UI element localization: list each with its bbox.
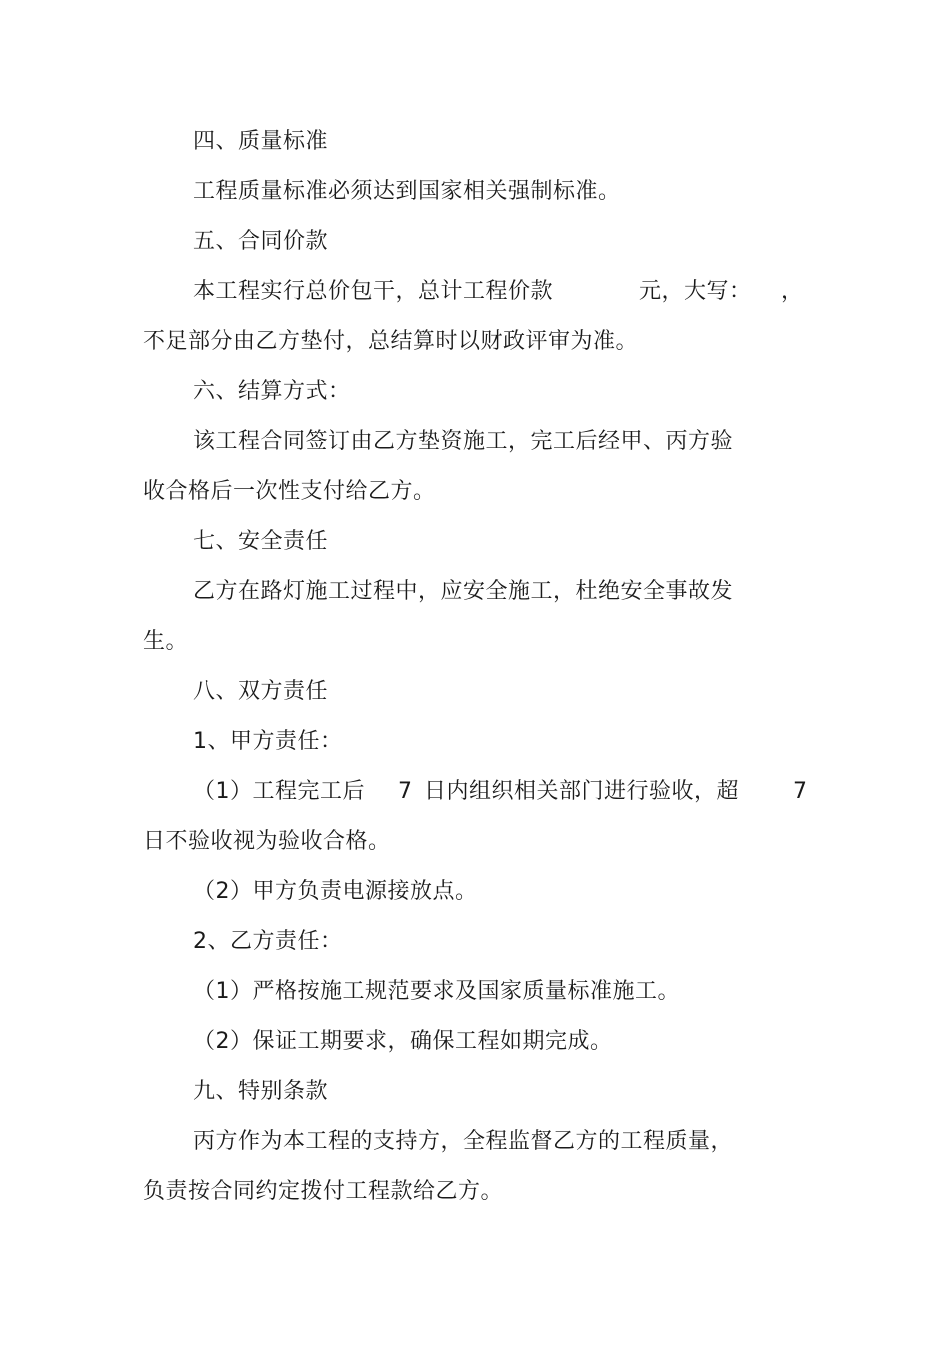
paragraph-line: 日不验收视为验收合格。 (143, 829, 391, 854)
list-item: （2）保证工期要求，确保工程如期完成。 (193, 1029, 613, 1054)
list-item: （1）严格按施工规范要求及国家质量标准施工。 (193, 979, 680, 1004)
price-text-1: 本工程实行总价包干，总计工程价款 (193, 279, 554, 304)
subsection-heading-party-b: 2、乙方责任： (193, 929, 343, 954)
list-item: （2）甲方负责电源接放点。 (193, 879, 478, 904)
price-text-3: ， (781, 279, 804, 304)
price-text-2: 元，大写： (639, 279, 752, 304)
acceptance-text-1: （1）工程完工后 (193, 779, 365, 804)
acceptance-text-2: 日内组织相关部门进行验收，超 (424, 779, 740, 804)
acceptance-days-2: 7 (793, 779, 808, 804)
section-heading-safety: 七、安全责任 (193, 529, 329, 554)
paragraph-line: 生。 (143, 629, 189, 654)
paragraph-line: 负责按合同约定拨付工程款给乙方。 (143, 1179, 504, 1204)
subsection-heading-party-a: 1、甲方责任： (193, 729, 343, 754)
price-line (193, 277, 813, 307)
paragraph-line: 收合格后一次性支付给乙方。 (143, 479, 436, 504)
acceptance-line (193, 777, 813, 807)
section-heading-responsibilities: 八、双方责任 (193, 679, 329, 704)
section-heading-quality: 四、质量标准 (193, 129, 329, 154)
paragraph-line: 乙方在路灯施工过程中，应安全施工，杜绝安全事故发 (193, 579, 734, 604)
paragraph-line: 该工程合同签订由乙方垫资施工，完工后经甲、丙方验 (193, 429, 734, 454)
section-heading-settlement: 六、结算方式： (193, 379, 351, 404)
section-heading-price: 五、合同价款 (193, 229, 329, 254)
section-heading-special-terms: 九、特别条款 (193, 1079, 329, 1104)
paragraph-line: 丙方作为本工程的支持方，全程监督乙方的工程质量， (193, 1129, 734, 1154)
paragraph-line: 工程质量标准必须达到国家相关强制标准。 (193, 179, 621, 204)
acceptance-days-1: 7 (398, 779, 413, 804)
paragraph-line: 不足部分由乙方垫付，总结算时以财政评审为准。 (143, 329, 639, 354)
